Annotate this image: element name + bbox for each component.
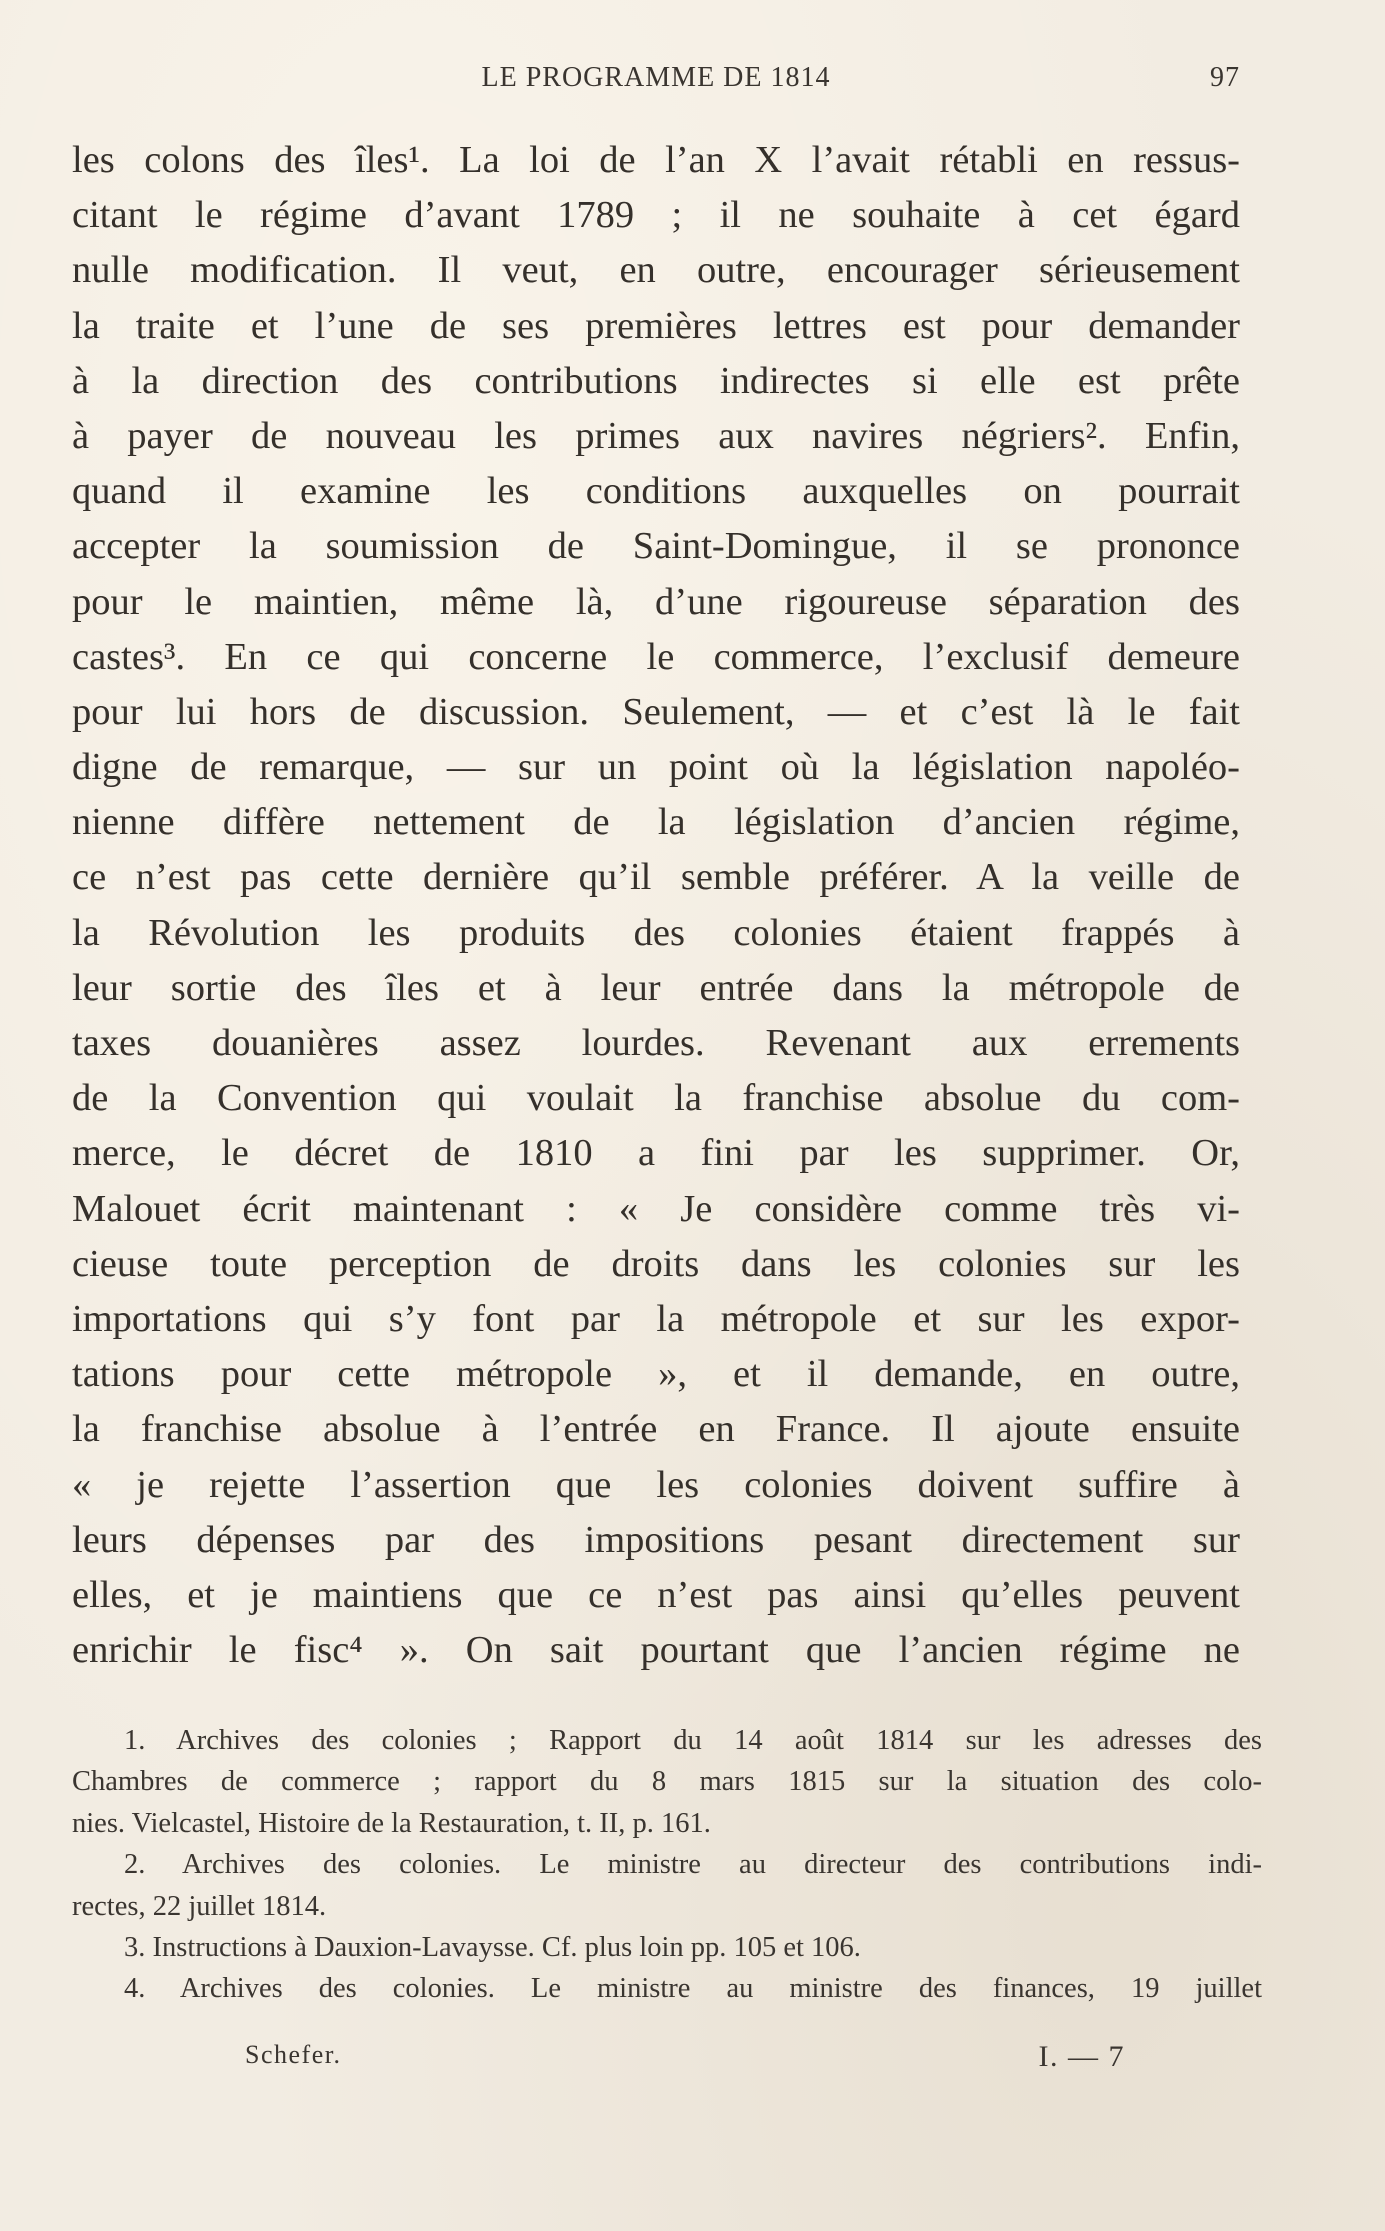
running-head: [72, 62, 1240, 102]
text-line: « je rejette l’assertion que les colonies doivent suffire à: [72, 1463, 1240, 1506]
text-line: nulle modification. Il veut, en outre, encourager sérieusement: [72, 249, 1240, 292]
text-line: ce n’est pas cette dernière qu’il semble préférer. A la veille de: [72, 856, 1240, 899]
footnote-1-line: nies. Vielcastel, Histoire de la Restauration, t. II, p. 161.: [72, 1807, 711, 1839]
text-line: accepter la soumission de Saint-Domingue, il se prononce: [72, 525, 1240, 568]
text-line: citant le régime d’avant 1789 ; il ne souhaite à cet égard: [72, 194, 1240, 237]
text-line: quand il examine les conditions auxquelles on pourrait: [72, 470, 1240, 513]
text-line: de la Convention qui voulait la franchise absolue du com-: [72, 1077, 1240, 1120]
signature-author: Schefer.: [245, 2040, 342, 2069]
text-line: leurs dépenses par des impositions pesant directement sur: [72, 1518, 1240, 1561]
text-line: nienne diffère nettement de la législation d’ancien régime,: [72, 801, 1240, 844]
footnote-1-line: 1. Archives des colonies ; Rapport du 14 août 1814 sur les adresses des: [124, 1725, 1262, 1756]
footnotes: [72, 1720, 1262, 2010]
text-line: elles, et je maintiens que ce n’est pas ainsi qu’elles peuvent: [72, 1573, 1240, 1616]
signature-line: [245, 2040, 1125, 2080]
text-line: taxes douanières assez lourdes. Revenant aux errements: [72, 1022, 1240, 1064]
text-line: la traite et l’une de ses premières lettres est pour demander: [72, 304, 1240, 347]
body-text: [72, 133, 1240, 1678]
text-line: la franchise absolue à l’entrée en France. Il ajoute ensuite: [72, 1408, 1240, 1451]
text-line: Malouet écrit maintenant : « Je considère comme très vi-: [72, 1187, 1240, 1230]
footnote-3-line: 3. Instructions à Dauxion-Lavaysse. Cf. plus loin pp. 105 et 106.: [124, 1931, 861, 1963]
text-line: les colons des îles¹. La loi de l’an X l’avait rétabli en ressus-: [72, 139, 1240, 181]
text-line: tations pour cette métropole », et il demande, en outre,: [72, 1353, 1240, 1396]
text-line: merce, le décret de 1810 a fini par les supprimer. Or,: [72, 1132, 1240, 1175]
running-title: LE PROGRAMME DE 1814: [481, 62, 831, 93]
text-line: castes³. En ce qui concerne le commerce, l’exclusif demeure: [72, 635, 1240, 678]
text-line: pour le maintien, même là, d’une rigoureuse séparation des: [72, 580, 1240, 623]
text-line: digne de remarque, — sur un point où la législation napoléo-: [72, 746, 1240, 789]
text-line: pour lui hors de discussion. Seulement, — et c’est là le fait: [72, 690, 1240, 733]
text-line: la Révolution les produits des colonies étaient frappés à: [72, 911, 1240, 954]
signature-sheet: I. — 7: [1038, 2040, 1125, 2073]
text-line: enrichir le fisc⁴ ». On sait pourtant que l’ancien régime ne: [72, 1629, 1240, 1672]
footnote-4-line: 4. Archives des colonies. Le ministre au ministre des finances, 19 juillet: [124, 1973, 1262, 2005]
text-line: importations qui s’y font par la métropole et sur les expor-: [72, 1297, 1240, 1340]
page-number: 97: [1210, 62, 1240, 93]
text-line: à la direction des contributions indirectes si elle est prête: [72, 359, 1240, 402]
footnote-2-line: rectes, 22 juillet 1814.: [72, 1890, 327, 1922]
text-line: à payer de nouveau les primes aux navires négriers². Enfin,: [72, 414, 1240, 457]
text-line: cieuse toute perception de droits dans les colonies sur les: [72, 1242, 1240, 1285]
footnote-1-line: Chambres de commerce ; rapport du 8 mars 1815 sur la situation des colo-: [72, 1766, 1262, 1798]
text-line: leur sortie des îles et à leur entrée dans la métropole de: [72, 966, 1240, 1009]
footnote-2-line: 2. Archives des colonies. Le ministre au directeur des contributions indi-: [124, 1849, 1262, 1881]
